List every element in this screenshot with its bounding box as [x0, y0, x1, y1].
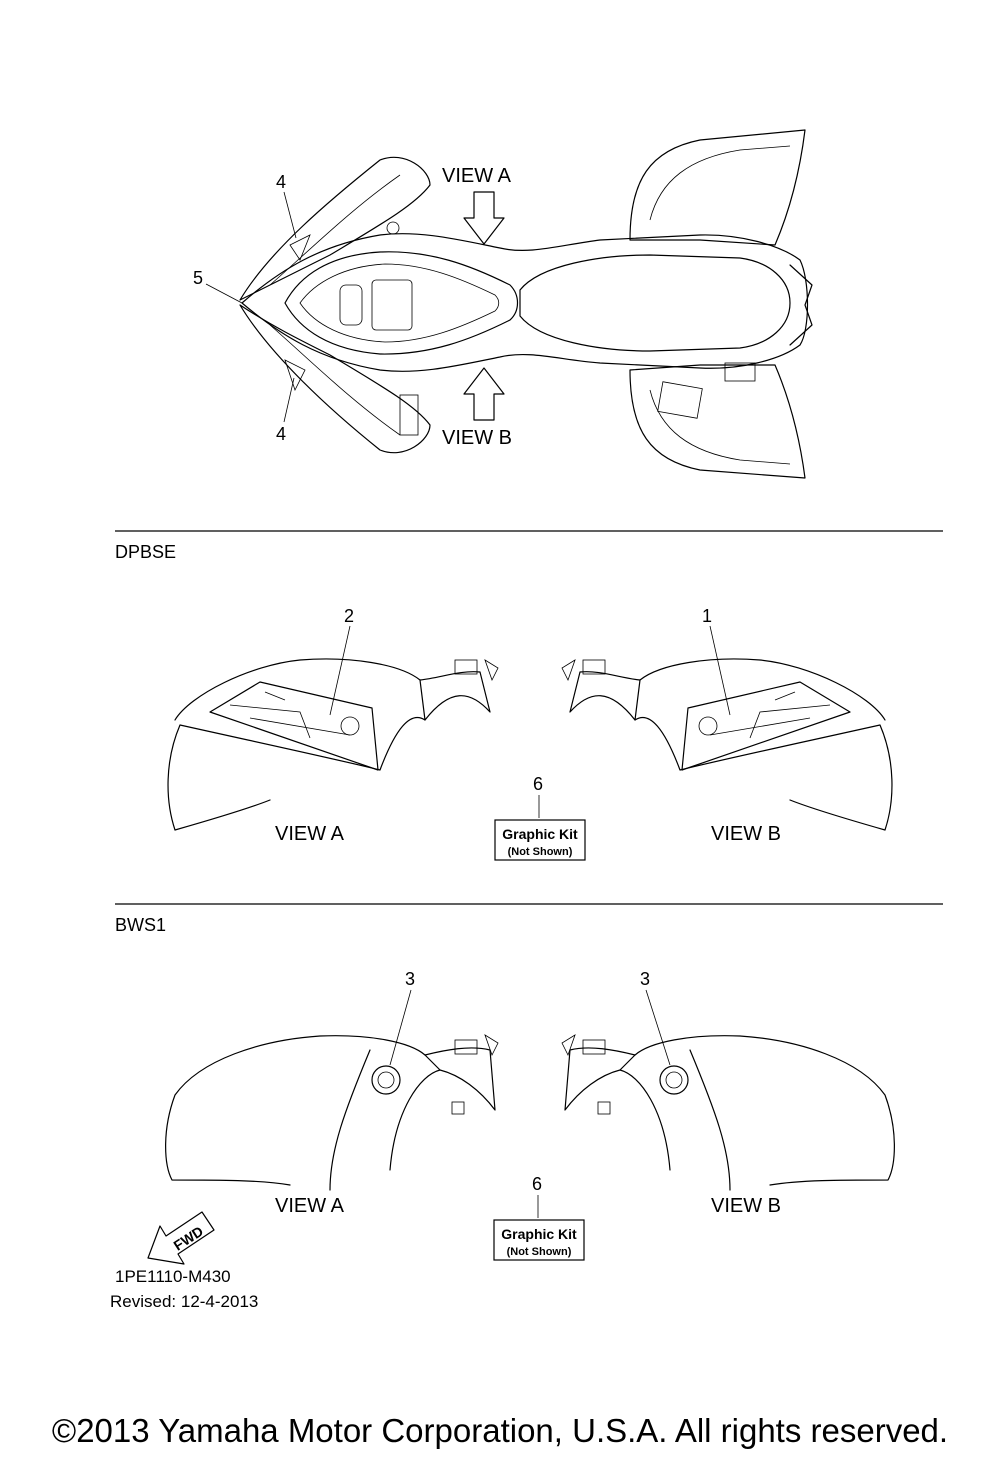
view-a-arrow	[464, 192, 504, 244]
copyright-notice: ©2013 Yamaha Motor Corporation, U.S.A. All rights reserved.	[51, 1412, 949, 1449]
view-a-label-dpbse: VIEW A	[275, 823, 344, 845]
part-code: 1PE1110-M430	[115, 1267, 231, 1286]
fwd-arrow-icon	[148, 1212, 214, 1264]
heading-bws1: BWS1	[115, 915, 167, 935]
view-a-label: VIEW A	[442, 165, 511, 187]
fender-view-b-dpbse	[562, 659, 892, 830]
heading-dpbse: DPBSE	[115, 542, 177, 562]
graphic-kit-note-dpbse: (Not Shown)	[507, 846, 573, 858]
callout-6-dpbse: 6	[533, 774, 544, 794]
graphic-kit-title-bws1: Graphic Kit	[501, 1226, 577, 1242]
callout-1: 1	[702, 606, 713, 626]
view-a-label-bws1: VIEW A	[275, 1195, 344, 1217]
atv-top-view	[240, 130, 812, 478]
fwd-label: FWD	[170, 1222, 207, 1254]
fender-view-a-dpbse	[168, 659, 498, 830]
callout-4-lower: 4	[276, 424, 287, 444]
callout-4-upper: 4	[276, 172, 287, 192]
callout-6-bws1: 6	[532, 1174, 543, 1194]
view-b-label-bws1: VIEW B	[711, 1195, 782, 1217]
view-b-label-dpbse: VIEW B	[711, 823, 782, 845]
view-b-label: VIEW B	[442, 427, 513, 449]
callout-2: 2	[344, 606, 355, 626]
view-b-arrow	[464, 368, 504, 420]
graphic-kit-note-bws1: (Not Shown)	[506, 1246, 572, 1258]
fender-view-a-bws1	[166, 1035, 498, 1190]
fender-view-b-bws1	[562, 1035, 894, 1190]
callout-3-right: 3	[640, 969, 651, 989]
callout-5: 5	[193, 268, 204, 288]
graphic-kit-title-dpbse: Graphic Kit	[502, 826, 578, 842]
revised-date: Revised: 12-4-2013	[110, 1292, 259, 1311]
callout-3-left: 3	[405, 969, 416, 989]
